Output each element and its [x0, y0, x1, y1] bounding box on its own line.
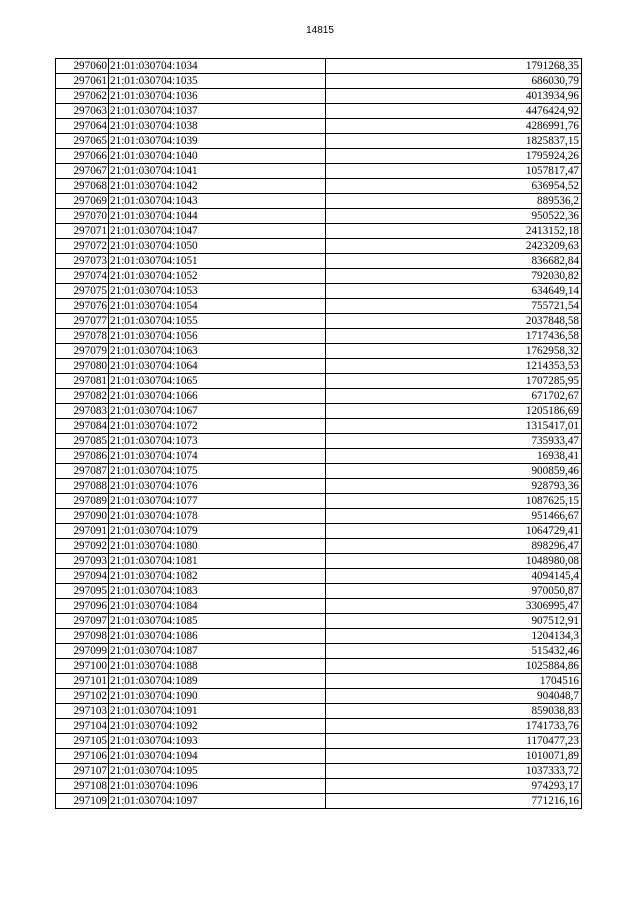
cadastral-number-cell: 21:01:030704:1066: [109, 389, 326, 404]
row-number-cell: 297109: [56, 794, 109, 809]
cadastral-value-cell: 1795924,26: [326, 149, 582, 164]
cadastral-value-cell: 951466,67: [326, 509, 582, 524]
row-number-cell: 297061: [56, 74, 109, 89]
row-number-cell: 297099: [56, 644, 109, 659]
cadastral-number-cell: 21:01:030704:1072: [109, 419, 326, 434]
cadastral-number-cell: 21:01:030704:1052: [109, 269, 326, 284]
cadastral-value-cell: 671702,67: [326, 389, 582, 404]
row-number-cell: 297107: [56, 764, 109, 779]
cadastral-value-cell: 898296,47: [326, 539, 582, 554]
row-number-cell: 297076: [56, 299, 109, 314]
cadastral-number-cell: 21:01:030704:1053: [109, 284, 326, 299]
cadastral-value-cell: 4286991,76: [326, 119, 582, 134]
table-row: [56, 179, 582, 194]
cadastral-number-cell: 21:01:030704:1050: [109, 239, 326, 254]
table-row: [56, 194, 582, 209]
cadastral-number-cell: 21:01:030704:1088: [109, 659, 326, 674]
row-number-cell: 297062: [56, 89, 109, 104]
cadastral-number-cell: 21:01:030704:1076: [109, 479, 326, 494]
cadastral-value-cell: 735933,47: [326, 434, 582, 449]
table-row: [56, 554, 582, 569]
table-row: [56, 254, 582, 269]
cadastral-number-cell: 21:01:030704:1054: [109, 299, 326, 314]
cadastral-value-cell: 1064729,41: [326, 524, 582, 539]
row-number-cell: 297085: [56, 434, 109, 449]
table-row: [56, 749, 582, 764]
row-number-cell: 297074: [56, 269, 109, 284]
table-row: [56, 224, 582, 239]
cadastral-value-cell: 1825837,15: [326, 134, 582, 149]
row-number-cell: 297081: [56, 374, 109, 389]
cadastral-value-cell: 1048980,08: [326, 554, 582, 569]
row-number-cell: 297080: [56, 359, 109, 374]
table-row: [56, 764, 582, 779]
table-row: [56, 629, 582, 644]
table-row: [56, 674, 582, 689]
cadastral-value-cell: 2413152,18: [326, 224, 582, 239]
cadastral-value-cell: 836682,84: [326, 254, 582, 269]
cadastral-value-cell: 1087625,15: [326, 494, 582, 509]
cadastral-value-cell: 1205186,69: [326, 404, 582, 419]
cadastral-number-cell: 21:01:030704:1095: [109, 764, 326, 779]
table-row: [56, 704, 582, 719]
row-number-cell: 297079: [56, 344, 109, 359]
cadastral-value-cell: 1010071,89: [326, 749, 582, 764]
table-row: [56, 209, 582, 224]
table-row: [56, 419, 582, 434]
table-row: [56, 269, 582, 284]
cadastral-value-cell: 1037333,72: [326, 764, 582, 779]
cadastral-number-cell: 21:01:030704:1044: [109, 209, 326, 224]
cadastral-number-cell: 21:01:030704:1087: [109, 644, 326, 659]
row-number-cell: 297068: [56, 179, 109, 194]
cadastral-number-cell: 21:01:030704:1075: [109, 464, 326, 479]
row-number-cell: 297106: [56, 749, 109, 764]
cadastral-value-cell: 1204134,3: [326, 629, 582, 644]
table-row: [56, 509, 582, 524]
cadastral-value-cell: 904048,7: [326, 689, 582, 704]
table-row: [56, 119, 582, 134]
table-row: [56, 59, 582, 74]
row-number-cell: 297063: [56, 104, 109, 119]
table-row: [56, 794, 582, 809]
cadastral-value-cell: 970050,87: [326, 584, 582, 599]
row-number-cell: 297083: [56, 404, 109, 419]
row-number-cell: 297064: [56, 119, 109, 134]
cadastral-value-cell: 3306995,47: [326, 599, 582, 614]
cadastral-number-cell: 21:01:030704:1034: [109, 59, 326, 74]
cadastral-number-cell: 21:01:030704:1090: [109, 689, 326, 704]
cadastral-value-cell: 1791268,35: [326, 59, 582, 74]
cadastral-value-cell: 1057817,47: [326, 164, 582, 179]
cadastral-value-cell: 974293,17: [326, 779, 582, 794]
row-number-cell: 297075: [56, 284, 109, 299]
row-number-cell: 297086: [56, 449, 109, 464]
row-number-cell: 297073: [56, 254, 109, 269]
table-row: [56, 524, 582, 539]
row-number-cell: 297088: [56, 479, 109, 494]
cadastral-number-cell: 21:01:030704:1073: [109, 434, 326, 449]
cadastral-value-cell: 928793,36: [326, 479, 582, 494]
cadastral-number-cell: 21:01:030704:1082: [109, 569, 326, 584]
table-row: [56, 689, 582, 704]
cadastral-number-cell: 21:01:030704:1055: [109, 314, 326, 329]
cadastral-number-cell: 21:01:030704:1096: [109, 779, 326, 794]
table-row: [56, 734, 582, 749]
table-row: [56, 164, 582, 179]
cadastral-number-cell: 21:01:030704:1079: [109, 524, 326, 539]
table-row: [56, 104, 582, 119]
cadastral-value-cell: 1707285,95: [326, 374, 582, 389]
cadastral-number-cell: 21:01:030704:1042: [109, 179, 326, 194]
row-number-cell: 297105: [56, 734, 109, 749]
cadastral-number-cell: 21:01:030704:1035: [109, 74, 326, 89]
cadastral-number-cell: 21:01:030704:1097: [109, 794, 326, 809]
cadastral-value-cell: 1762958,32: [326, 344, 582, 359]
table-row: [56, 539, 582, 554]
cadastral-value-cell: 1741733,76: [326, 719, 582, 734]
cadastral-number-cell: 21:01:030704:1074: [109, 449, 326, 464]
cadastral-value-cell: 1717436,58: [326, 329, 582, 344]
table-row: [56, 299, 582, 314]
cadastral-value-cell: 900859,46: [326, 464, 582, 479]
table-row: [56, 149, 582, 164]
cadastral-value-cell: 4013934,96: [326, 89, 582, 104]
cadastral-value-cell: 634649,14: [326, 284, 582, 299]
row-number-cell: 297070: [56, 209, 109, 224]
cadastral-value-cell: 2037848,58: [326, 314, 582, 329]
cadastral-number-cell: 21:01:030704:1094: [109, 749, 326, 764]
table-row: [56, 599, 582, 614]
table-row: [56, 584, 582, 599]
cadastral-number-cell: 21:01:030704:1051: [109, 254, 326, 269]
page-number: 14815: [306, 25, 334, 36]
row-number-cell: 297104: [56, 719, 109, 734]
table-row: [56, 329, 582, 344]
cadastral-value-cell: 889536,2: [326, 194, 582, 209]
cadastral-number-cell: 21:01:030704:1089: [109, 674, 326, 689]
cadastral-value-table: [55, 58, 582, 809]
row-number-cell: 297103: [56, 704, 109, 719]
row-number-cell: 297084: [56, 419, 109, 434]
cadastral-value-cell: 950522,36: [326, 209, 582, 224]
cadastral-number-cell: 21:01:030704:1039: [109, 134, 326, 149]
cadastral-number-cell: 21:01:030704:1037: [109, 104, 326, 119]
table-body: [56, 59, 582, 809]
row-number-cell: 297102: [56, 689, 109, 704]
cadastral-number-cell: 21:01:030704:1091: [109, 704, 326, 719]
cadastral-number-cell: 21:01:030704:1041: [109, 164, 326, 179]
row-number-cell: 297108: [56, 779, 109, 794]
cadastral-number-cell: 21:01:030704:1038: [109, 119, 326, 134]
row-number-cell: 297071: [56, 224, 109, 239]
cadastral-number-cell: 21:01:030704:1047: [109, 224, 326, 239]
cadastral-value-cell: 1704516: [326, 674, 582, 689]
table-row: [56, 284, 582, 299]
cadastral-value-cell: 755721,54: [326, 299, 582, 314]
row-number-cell: 297087: [56, 464, 109, 479]
table-row: [56, 89, 582, 104]
table-row: [56, 779, 582, 794]
table-row: [56, 344, 582, 359]
table-row: [56, 134, 582, 149]
cadastral-number-cell: 21:01:030704:1056: [109, 329, 326, 344]
cadastral-number-cell: 21:01:030704:1081: [109, 554, 326, 569]
table-row: [56, 719, 582, 734]
table-row: [56, 374, 582, 389]
cadastral-number-cell: 21:01:030704:1080: [109, 539, 326, 554]
row-number-cell: 297065: [56, 134, 109, 149]
table-row: [56, 404, 582, 419]
row-number-cell: 297090: [56, 509, 109, 524]
cadastral-value-cell: 515432,46: [326, 644, 582, 659]
cadastral-value-cell: 792030,82: [326, 269, 582, 284]
table-row: [56, 569, 582, 584]
row-number-cell: 297095: [56, 584, 109, 599]
row-number-cell: 297092: [56, 539, 109, 554]
cadastral-value-cell: 1170477,23: [326, 734, 582, 749]
cadastral-number-cell: 21:01:030704:1040: [109, 149, 326, 164]
cadastral-value-cell: 1025884,86: [326, 659, 582, 674]
row-number-cell: 297078: [56, 329, 109, 344]
cadastral-number-cell: 21:01:030704:1043: [109, 194, 326, 209]
cadastral-number-cell: 21:01:030704:1086: [109, 629, 326, 644]
row-number-cell: 297091: [56, 524, 109, 539]
table-row: [56, 449, 582, 464]
cadastral-number-cell: 21:01:030704:1067: [109, 404, 326, 419]
cadastral-number-cell: 21:01:030704:1077: [109, 494, 326, 509]
row-number-cell: 297069: [56, 194, 109, 209]
cadastral-value-cell: 4476424,92: [326, 104, 582, 119]
row-number-cell: 297101: [56, 674, 109, 689]
cadastral-value-cell: 907512,91: [326, 614, 582, 629]
cadastral-number-cell: 21:01:030704:1078: [109, 509, 326, 524]
row-number-cell: 297094: [56, 569, 109, 584]
cadastral-value-cell: 4094145,4: [326, 569, 582, 584]
cadastral-number-cell: 21:01:030704:1084: [109, 599, 326, 614]
cadastral-value-cell: 2423209,63: [326, 239, 582, 254]
row-number-cell: 297089: [56, 494, 109, 509]
row-number-cell: 297077: [56, 314, 109, 329]
table-row: [56, 494, 582, 509]
row-number-cell: 297097: [56, 614, 109, 629]
cadastral-number-cell: 21:01:030704:1036: [109, 89, 326, 104]
cadastral-value-cell: 859038,83: [326, 704, 582, 719]
row-number-cell: 297067: [56, 164, 109, 179]
cadastral-value-cell: 636954,52: [326, 179, 582, 194]
table-row: [56, 479, 582, 494]
row-number-cell: 297082: [56, 389, 109, 404]
row-number-cell: 297072: [56, 239, 109, 254]
cadastral-value-cell: 686030,79: [326, 74, 582, 89]
cadastral-value-cell: 1315417,01: [326, 419, 582, 434]
cadastral-number-cell: 21:01:030704:1093: [109, 734, 326, 749]
cadastral-value-cell: 16938,41: [326, 449, 582, 464]
cadastral-number-cell: 21:01:030704:1063: [109, 344, 326, 359]
row-number-cell: 297093: [56, 554, 109, 569]
table-row: [56, 389, 582, 404]
cadastral-number-cell: 21:01:030704:1083: [109, 584, 326, 599]
table-row: [56, 659, 582, 674]
row-number-cell: 297098: [56, 629, 109, 644]
cadastral-number-cell: 21:01:030704:1064: [109, 359, 326, 374]
row-number-cell: 297066: [56, 149, 109, 164]
table-row: [56, 464, 582, 479]
row-number-cell: 297100: [56, 659, 109, 674]
cadastral-value-cell: 771216,16: [326, 794, 582, 809]
table-row: [56, 314, 582, 329]
cadastral-number-cell: 21:01:030704:1092: [109, 719, 326, 734]
table-row: [56, 359, 582, 374]
table-row: [56, 434, 582, 449]
table-row: [56, 644, 582, 659]
cadastral-number-cell: 21:01:030704:1065: [109, 374, 326, 389]
cadastral-value-cell: 1214353,53: [326, 359, 582, 374]
table-row: [56, 74, 582, 89]
cadastral-number-cell: 21:01:030704:1085: [109, 614, 326, 629]
table-row: [56, 614, 582, 629]
table-row: [56, 239, 582, 254]
row-number-cell: 297060: [56, 59, 109, 74]
row-number-cell: 297096: [56, 599, 109, 614]
